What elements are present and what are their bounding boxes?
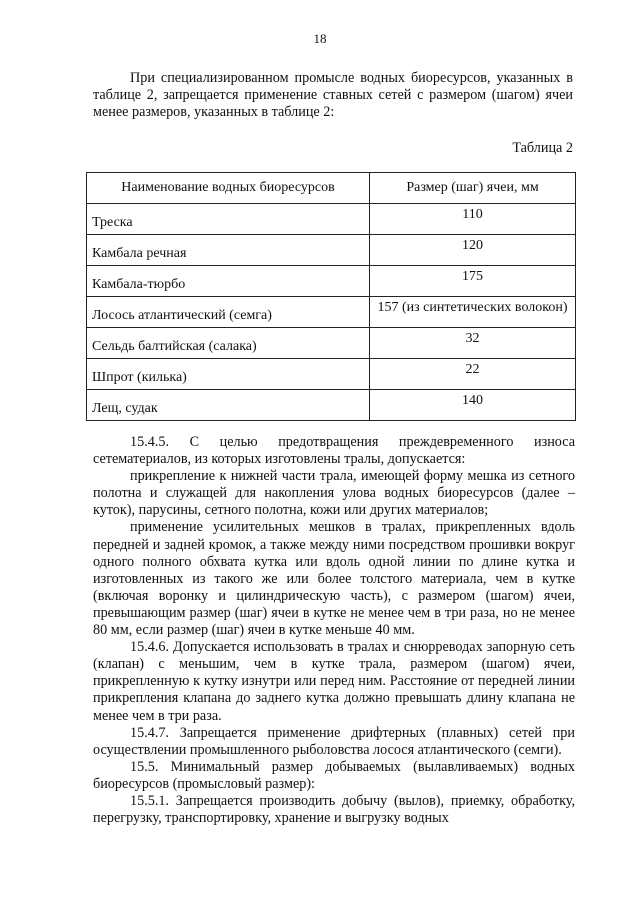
mesh-size-value: 120 — [370, 235, 576, 266]
paragraph-strengthening-bags: применение усилительных мешков в тралах, прикрепленных вдоль передней и задней кромок, а также между ними посредством прошивки вокруг одного полного обхвата кутка или вдоль одной линии по длине кутка и изготовленных из такого же или более толстого материала, чем в кутке (включая воронку и цилиндрическую часть), с размером (шагом) ячеи, превышающим размер (шаг) ячеи в кутке не менее чем в три раза, но не менее 80 мм, если размер (шаг) ячеи в кутке меньше 40 мм. — [93, 519, 575, 639]
table-row — [87, 204, 576, 235]
table-row — [87, 390, 576, 421]
mesh-size-value: 110 — [370, 204, 576, 235]
species-name: Треска — [87, 204, 370, 235]
paragraph-15-5: 15.5. Минимальный размер добываемых (вылавливаемых) водных биоресурсов (промысловый размер): — [93, 758, 575, 792]
paragraph-15-4-5: 15.4.5. С целью предотвращения преждевременного износа сетематериалов, из которых изготовлены тралы, допускается: — [93, 434, 575, 468]
mesh-size-table — [86, 172, 576, 421]
table-row — [87, 328, 576, 359]
page-number: 18 — [313, 31, 327, 46]
mesh-size-value: 157 (из синтетических волокон) — [370, 297, 576, 328]
table-row — [87, 266, 576, 297]
mesh-size-value: 175 — [370, 266, 576, 297]
paragraph-15-5-1: 15.5.1. Запрещается производить добычу (вылов), приемку, обработку, перегрузку, транспортировку, хранение и выгрузку водных — [93, 792, 575, 827]
intro-paragraph: При специализированном промысле водных биоресурсов, указанных в таблице 2, запрещается применение ставных сетей с размером (шагом) ячеи менее размеров, указанных в таблице 2: — [93, 70, 573, 120]
species-name: Камбала речная — [87, 235, 370, 266]
paragraph-15-4-7: 15.4.7. Запрещается применение дрифтерных (плавных) сетей при осуществлении промышленного рыболовства лосося атлантического (семги). — [93, 724, 575, 758]
species-name: Лосось атлантический (семга) — [87, 297, 370, 328]
body-text — [93, 434, 575, 827]
table-header-row — [87, 173, 576, 204]
table-row — [87, 235, 576, 266]
table-caption: Таблица 2 — [512, 140, 573, 156]
mesh-size-value: 22 — [370, 359, 576, 390]
paragraph-15-4-6: 15.4.6. Допускается использовать в тралах и снюрреводах запорную сеть (клапан) с меньшим, чем в кутке трала, размером (шагом) ячеи, прикрепленную к кутку изнутри или перед ним. Расстояние от передней линии прикрепления клапана до заднего кутка должно превышать длину клапана не менее чем в три раза. — [93, 639, 575, 724]
table-row — [87, 359, 576, 390]
mesh-size-value: 140 — [370, 390, 576, 421]
species-name: Камбала-тюрбо — [87, 266, 370, 297]
mesh-size-value: 32 — [370, 328, 576, 359]
column-header-mesh-size: Размер (шаг) ячеи, мм — [370, 173, 576, 204]
column-header-species: Наименование водных биоресурсов — [87, 173, 370, 204]
species-name: Сельдь балтийская (салака) — [87, 328, 370, 359]
species-name: Лещ, судак — [87, 390, 370, 421]
paragraph-cod-end-lining: прикрепление к нижней части трала, имеющей форму мешка из сетного полотна и служащей для накопления улова водных биоресурсов (далее – куток), парусины, сетного полотна, кожи или других материалов; — [93, 468, 575, 519]
species-name: Шпрот (килька) — [87, 359, 370, 390]
table-row — [87, 297, 576, 328]
